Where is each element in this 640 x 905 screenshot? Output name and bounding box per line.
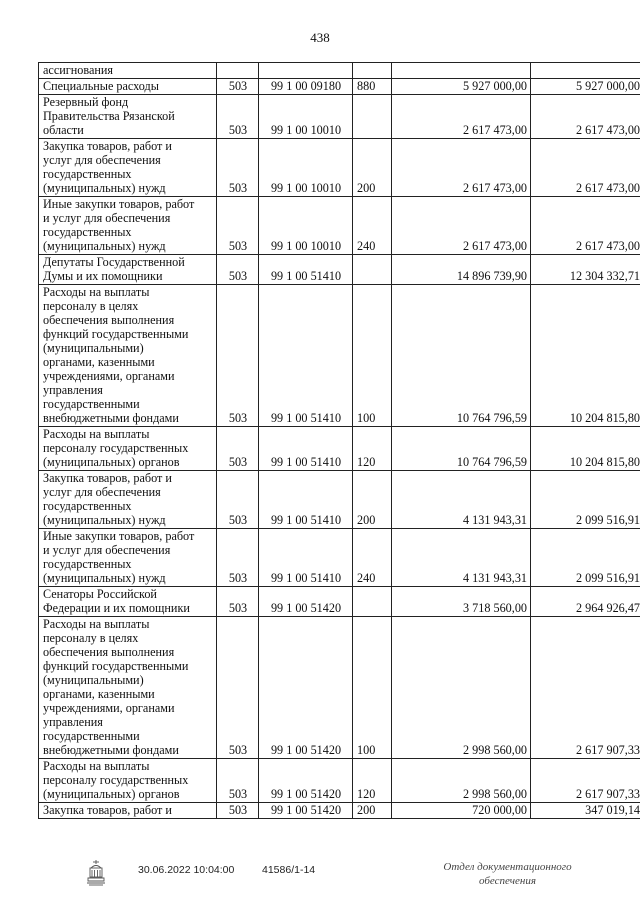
cell-code: 99 1 00 10010 <box>259 139 353 197</box>
cell-code: 99 1 00 10010 <box>259 95 353 139</box>
cell-amount-2: 2 099 516,91 <box>531 471 640 529</box>
cell-amount-2: 2 617 907,33 <box>531 617 640 759</box>
cell-section: 503 <box>217 79 259 95</box>
cell-name: Иные закупки товаров, работ и услуг для обеспечения государственных (муниципальных) нужд <box>39 529 217 587</box>
cell-type: 880 <box>353 79 392 95</box>
cell-type: 200 <box>353 803 392 819</box>
cell-amount-1: 4 131 943,31 <box>392 471 531 529</box>
cell-name: Резервный фонд Правительства Рязанской области <box>39 95 217 139</box>
cell-code <box>259 63 353 79</box>
cell-amount-1: 3 718 560,00 <box>392 587 531 617</box>
cell-code: 99 1 00 51410 <box>259 427 353 471</box>
footer-department <box>420 860 595 888</box>
cell-amount-1: 5 927 000,00 <box>392 79 531 95</box>
cell-type: 240 <box>353 197 392 255</box>
table-row <box>39 803 640 819</box>
cell-name: Депутаты Государственной Думы и их помощники <box>39 255 217 285</box>
cell-type: 120 <box>353 759 392 803</box>
cell-amount-2: 2 617 473,00 <box>531 95 640 139</box>
cell-code: 99 1 00 51410 <box>259 471 353 529</box>
table-row <box>39 285 640 427</box>
table-row <box>39 471 640 529</box>
cell-amount-1: 2 617 473,00 <box>392 95 531 139</box>
cell-amount-2: 2 099 516,91 <box>531 529 640 587</box>
table-row <box>39 63 640 79</box>
cell-name: Расходы на выплаты персоналу в целях обеспечения выполнения функций государственными (муниципальными) органами, казенными учреждениями, органами управления государственными внебюджетными фондами <box>39 285 217 427</box>
cell-amount-2: 2 617 473,00 <box>531 139 640 197</box>
cell-type: 100 <box>353 285 392 427</box>
cell-amount-1: 4 131 943,31 <box>392 529 531 587</box>
cell-amount-1: 2 617 473,00 <box>392 197 531 255</box>
footer <box>0 852 640 902</box>
cell-section: 503 <box>217 427 259 471</box>
footer-department-line2: обеспечения <box>479 875 536 887</box>
cell-amount-2: 10 204 815,80 <box>531 427 640 471</box>
cell-type: 200 <box>353 471 392 529</box>
cell-name: Расходы на выплаты персоналу государственных (муниципальных) органов <box>39 759 217 803</box>
cell-section: 503 <box>217 285 259 427</box>
cell-section: 503 <box>217 803 259 819</box>
table-row <box>39 427 640 471</box>
cell-amount-1: 10 764 796,59 <box>392 285 531 427</box>
cell-amount-1: 14 896 739,90 <box>392 255 531 285</box>
footer-date: 30.06.2022 10:04:00 <box>138 864 235 876</box>
budget-table-body <box>39 63 640 819</box>
cell-type: 200 <box>353 139 392 197</box>
regional-emblem-icon <box>85 858 107 888</box>
cell-name: ассигнования <box>39 63 217 79</box>
cell-type <box>353 95 392 139</box>
cell-amount-2: 347 019,14 <box>531 803 640 819</box>
cell-amount-2: 12 304 332,71 <box>531 255 640 285</box>
cell-section: 503 <box>217 471 259 529</box>
cell-name: Расходы на выплаты персоналу в целях обеспечения выполнения функций государственными (муниципальными) органами, казенными учреждениями, органами управления государственными внебюджетными фондами <box>39 617 217 759</box>
table-row <box>39 197 640 255</box>
table-row <box>39 139 640 197</box>
cell-name: Расходы на выплаты персоналу государственных (муниципальных) органов <box>39 427 217 471</box>
cell-name: Закупка товаров, работ и услуг для обеспечения государственных (муниципальных) нужд <box>39 471 217 529</box>
cell-section: 503 <box>217 95 259 139</box>
cell-amount-2: 10 204 815,80 <box>531 285 640 427</box>
cell-type <box>353 587 392 617</box>
cell-code: 99 1 00 51420 <box>259 803 353 819</box>
cell-type <box>353 255 392 285</box>
cell-section <box>217 63 259 79</box>
cell-name: Иные закупки товаров, работ и услуг для обеспечения государственных (муниципальных) нужд <box>39 197 217 255</box>
table-row <box>39 529 640 587</box>
cell-section: 503 <box>217 197 259 255</box>
table-row <box>39 95 640 139</box>
cell-name: Закупка товаров, работ и услуг для обеспечения государственных (муниципальных) нужд <box>39 139 217 197</box>
cell-section: 503 <box>217 255 259 285</box>
cell-amount-2: 5 927 000,00 <box>531 79 640 95</box>
cell-amount-1: 2 998 560,00 <box>392 617 531 759</box>
cell-code: 99 1 00 51420 <box>259 587 353 617</box>
table-row <box>39 759 640 803</box>
cell-name: Закупка товаров, работ и <box>39 803 217 819</box>
cell-code: 99 1 00 51420 <box>259 617 353 759</box>
table-row <box>39 617 640 759</box>
footer-department-line1: Отдел документационного <box>443 861 572 873</box>
cell-type: 100 <box>353 617 392 759</box>
cell-amount-2: 2 617 473,00 <box>531 197 640 255</box>
cell-amount-2 <box>531 63 640 79</box>
cell-amount-1: 10 764 796,59 <box>392 427 531 471</box>
footer-doc-number: 41586/1-14 <box>262 864 316 876</box>
budget-table <box>38 62 640 819</box>
cell-amount-2: 2 617 907,33 <box>531 759 640 803</box>
table-row <box>39 79 640 95</box>
cell-code: 99 1 00 09180 <box>259 79 353 95</box>
cell-code: 99 1 00 51410 <box>259 285 353 427</box>
cell-code: 99 1 00 51410 <box>259 529 353 587</box>
cell-type: 240 <box>353 529 392 587</box>
cell-amount-1: 720 000,00 <box>392 803 531 819</box>
cell-amount-2: 2 964 926,47 <box>531 587 640 617</box>
cell-name: Специальные расходы <box>39 79 217 95</box>
cell-section: 503 <box>217 587 259 617</box>
cell-amount-1: 2 998 560,00 <box>392 759 531 803</box>
cell-code: 99 1 00 51420 <box>259 759 353 803</box>
cell-type: 120 <box>353 427 392 471</box>
page-number: 438 <box>310 30 330 45</box>
cell-section: 503 <box>217 139 259 197</box>
cell-section: 503 <box>217 617 259 759</box>
cell-amount-1: 2 617 473,00 <box>392 139 531 197</box>
table-row <box>39 587 640 617</box>
cell-section: 503 <box>217 529 259 587</box>
table-row <box>39 255 640 285</box>
cell-code: 99 1 00 51410 <box>259 255 353 285</box>
cell-code: 99 1 00 10010 <box>259 197 353 255</box>
cell-type <box>353 63 392 79</box>
cell-amount-1 <box>392 63 531 79</box>
cell-section: 503 <box>217 759 259 803</box>
cell-name: Сенаторы Российской Федерации и их помощники <box>39 587 217 617</box>
